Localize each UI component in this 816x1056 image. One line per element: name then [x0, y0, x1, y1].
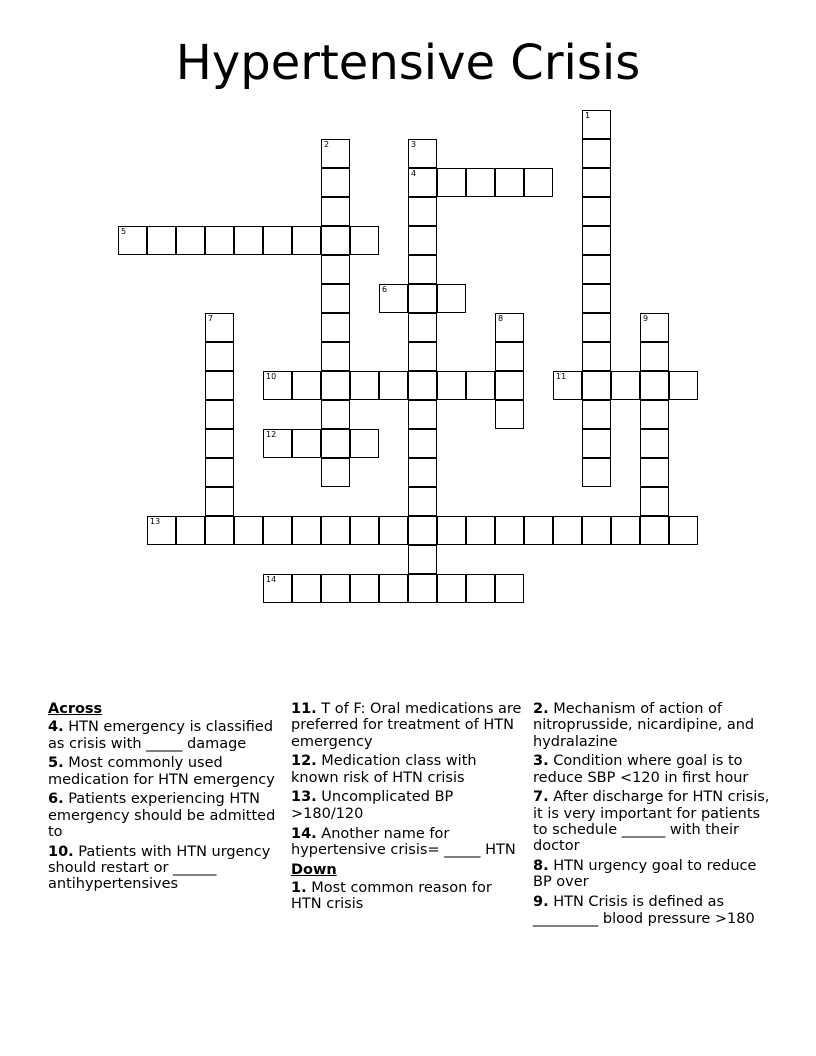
crossword-cell[interactable]: [408, 574, 437, 603]
crossword-cell[interactable]: [640, 458, 669, 487]
crossword-cell[interactable]: [263, 516, 292, 545]
crossword-cell[interactable]: [321, 226, 350, 255]
clue-number-label: 1.: [291, 879, 307, 896]
crossword-cell[interactable]: [379, 371, 408, 400]
crossword-cell[interactable]: [205, 400, 234, 429]
crossword-cell[interactable]: [408, 226, 437, 255]
crossword-cell[interactable]: [582, 429, 611, 458]
crossword-cell[interactable]: [466, 371, 495, 400]
clue-number-label: 7.: [533, 789, 549, 806]
crossword-cell[interactable]: [408, 487, 437, 516]
crossword-cell[interactable]: [408, 545, 437, 574]
crossword-cell[interactable]: [263, 574, 292, 603]
clue-text: T of F: Oral medications are preferred for treatment of HTN emergency: [291, 701, 522, 750]
across-clue-list-continued: [291, 701, 527, 858]
crossword-cell[interactable]: [350, 429, 379, 458]
crossword-cell[interactable]: [234, 516, 263, 545]
clue-text: Most common reason for HTN crisis: [291, 879, 492, 913]
crossword-cell[interactable]: [553, 516, 582, 545]
clue-number-label: 14.: [291, 825, 317, 842]
crossword-cell[interactable]: [176, 226, 205, 255]
clue-number: 9: [643, 314, 649, 323]
crossword-cell[interactable]: [408, 284, 437, 313]
crossword-cell[interactable]: [437, 371, 466, 400]
crossword-cell[interactable]: [292, 574, 321, 603]
crossword-cell[interactable]: [321, 168, 350, 197]
crossword-cell[interactable]: [669, 371, 698, 400]
crossword-cell[interactable]: [408, 139, 437, 168]
crossword-cell[interactable]: [495, 168, 524, 197]
crossword-cell[interactable]: [408, 400, 437, 429]
crossword-cell[interactable]: [640, 313, 669, 342]
crossword-cell[interactable]: [321, 574, 350, 603]
crossword-cell[interactable]: [582, 168, 611, 197]
crossword-cell[interactable]: [321, 313, 350, 342]
crossword-cell[interactable]: [582, 342, 611, 371]
down-clue: [291, 880, 527, 913]
crossword-cell[interactable]: [524, 168, 553, 197]
crossword-cell[interactable]: [553, 371, 582, 400]
down-clue: [533, 701, 773, 750]
crossword-cell[interactable]: [582, 139, 611, 168]
crossword-cell[interactable]: [379, 284, 408, 313]
crossword-cell[interactable]: [466, 574, 495, 603]
clue-text: Medication class with known risk of HTN crisis: [291, 753, 477, 786]
crossword-cell[interactable]: [408, 168, 437, 197]
across-clue-list: [48, 719, 283, 892]
crossword-cell[interactable]: [205, 429, 234, 458]
crossword-cell[interactable]: [582, 284, 611, 313]
crossword-cell[interactable]: [147, 516, 176, 545]
clue-number: 12: [266, 430, 277, 439]
clue-number-label: 9.: [533, 894, 549, 911]
crossword-cell[interactable]: [437, 574, 466, 603]
crossword-cell[interactable]: [669, 516, 698, 545]
crossword-cell[interactable]: [495, 313, 524, 342]
crossword-cell[interactable]: [408, 342, 437, 371]
crossword-cell[interactable]: [582, 516, 611, 545]
across-clue: [291, 701, 527, 750]
clue-number: 13: [150, 517, 161, 526]
crossword-cell[interactable]: [611, 371, 640, 400]
clue-number: 14: [266, 575, 277, 584]
clue-number-label: 13.: [291, 789, 317, 806]
clue-text: Mechanism of action of nitroprusside, nicardipine, and hydralazine: [533, 701, 755, 750]
down-clue-list-continued: [533, 701, 773, 927]
clue-number: 11: [556, 372, 567, 381]
across-clue: [291, 826, 527, 859]
crossword-cell[interactable]: [205, 342, 234, 371]
crossword-cell[interactable]: [408, 255, 437, 284]
across-heading: Across: [48, 701, 103, 717]
crossword-cell[interactable]: [292, 516, 321, 545]
clue-text: Another name for hypertensive crisis= _____ HTN: [291, 825, 516, 858]
crossword-cell[interactable]: [640, 516, 669, 545]
clue-number-label: 6.: [48, 791, 64, 808]
clue-text: Most commonly used medication for HTN emergency: [48, 755, 275, 788]
crossword-cell[interactable]: [408, 371, 437, 400]
crossword-cell[interactable]: [640, 429, 669, 458]
clue-number-label: 10.: [48, 843, 74, 860]
clue-text: HTN Crisis is defined as _________ blood pressure >180: [533, 894, 755, 927]
crossword-cell[interactable]: [466, 516, 495, 545]
crossword-cell[interactable]: [582, 255, 611, 284]
crossword-cell[interactable]: [205, 487, 234, 516]
crossword-cell[interactable]: [205, 458, 234, 487]
crossword-cell[interactable]: [582, 313, 611, 342]
crossword-cell[interactable]: [292, 371, 321, 400]
crossword-cell[interactable]: [582, 458, 611, 487]
crossword-cell[interactable]: [640, 342, 669, 371]
clue-number: 3: [411, 140, 417, 149]
across-clue: [291, 753, 527, 786]
crossword-cell[interactable]: [582, 226, 611, 255]
crossword-cell[interactable]: [466, 168, 495, 197]
down-clue: [533, 858, 773, 891]
clues-column-1: [48, 701, 283, 896]
crossword-cell[interactable]: [234, 226, 263, 255]
crossword-cell[interactable]: [321, 342, 350, 371]
crossword-cell[interactable]: [350, 226, 379, 255]
clue-text: Patients experiencing HTN emergency should be admitted to: [48, 791, 276, 841]
clue-number-label: 8.: [533, 858, 549, 875]
down-heading: Down: [291, 861, 337, 878]
down-clue-list: [291, 880, 527, 913]
clue-text: Uncomplicated BP >180/120: [291, 789, 454, 822]
crossword-cell[interactable]: [437, 516, 466, 545]
crossword-cell[interactable]: [321, 458, 350, 487]
clue-text: Condition where goal is to reduce SBP <120 in first hour: [533, 753, 749, 786]
down-clue: [533, 753, 773, 786]
crossword-cell[interactable]: [495, 400, 524, 429]
crossword-cell[interactable]: [495, 342, 524, 371]
crossword-cell[interactable]: [582, 110, 611, 139]
clue-number: 7: [208, 314, 214, 323]
across-clue: [48, 791, 283, 840]
crossword-cell[interactable]: [350, 371, 379, 400]
crossword-cell[interactable]: [524, 516, 553, 545]
crossword-cell[interactable]: [263, 429, 292, 458]
crossword-cell[interactable]: [437, 284, 466, 313]
crossword-cell[interactable]: [408, 458, 437, 487]
crossword-cell[interactable]: [408, 516, 437, 545]
crossword-cell[interactable]: [582, 400, 611, 429]
crossword-cell[interactable]: [350, 516, 379, 545]
crossword-cell[interactable]: [205, 371, 234, 400]
crossword-cell[interactable]: [582, 197, 611, 226]
crossword-cell[interactable]: [321, 139, 350, 168]
crossword-cell[interactable]: [379, 516, 408, 545]
across-clue: [291, 789, 527, 822]
crossword-cell[interactable]: [321, 197, 350, 226]
crossword-cell[interactable]: [408, 313, 437, 342]
crossword-cell[interactable]: [321, 429, 350, 458]
crossword-cell[interactable]: [640, 371, 669, 400]
crossword-cell[interactable]: [176, 516, 205, 545]
crossword-cell[interactable]: [495, 371, 524, 400]
clue-number: 10: [266, 372, 277, 381]
crossword-cell[interactable]: [205, 313, 234, 342]
crossword-cell[interactable]: [321, 400, 350, 429]
crossword-cell[interactable]: [147, 226, 176, 255]
crossword-cell[interactable]: [495, 516, 524, 545]
crossword-cell[interactable]: [205, 226, 234, 255]
down-clue: [533, 894, 773, 927]
crossword-cell[interactable]: [321, 516, 350, 545]
clue-number-label: 12.: [291, 753, 317, 770]
clue-text: HTN emergency is classified as crisis with _____ damage: [48, 719, 274, 752]
clue-number: 1: [585, 111, 591, 120]
crossword-cell[interactable]: [582, 371, 611, 400]
clue-number-label: 2.: [533, 701, 549, 717]
crossword-cell[interactable]: [640, 400, 669, 429]
clue-number-label: 3.: [533, 753, 549, 770]
crossword-cell[interactable]: [379, 574, 408, 603]
crossword-cell[interactable]: [495, 574, 524, 603]
crossword-cell[interactable]: [205, 516, 234, 545]
page-title: Hypertensive Crisis: [175, 35, 641, 91]
crossword-cell[interactable]: [611, 516, 640, 545]
across-clue: [48, 844, 283, 893]
clue-number-label: 4.: [48, 719, 64, 736]
across-clue: [48, 755, 283, 788]
crossword-cell[interactable]: [350, 574, 379, 603]
crossword-cell[interactable]: [437, 168, 466, 197]
clue-text: After discharge for HTN crisis, it is very important for patients to schedule ______ with their doctor: [533, 789, 770, 855]
crossword-cell[interactable]: [640, 487, 669, 516]
crossword-cell[interactable]: [118, 226, 147, 255]
crossword-cell[interactable]: [321, 255, 350, 284]
clue-number: 4: [411, 169, 417, 178]
clue-text: Patients with HTN urgency should restart or ______ antihypertensives: [48, 843, 271, 893]
crossword-cell[interactable]: [263, 371, 292, 400]
clue-number: 8: [498, 314, 504, 323]
down-clue: [533, 789, 773, 854]
crossword-cell[interactable]: [292, 429, 321, 458]
crossword-cell[interactable]: [321, 284, 350, 313]
clue-number-label: 5.: [48, 755, 64, 772]
clue-number: 2: [324, 140, 330, 149]
clues-column-3: [533, 701, 773, 930]
crossword-cell[interactable]: [321, 371, 350, 400]
crossword-cell[interactable]: [408, 429, 437, 458]
clues-column-2: [291, 701, 527, 916]
crossword-cell[interactable]: [263, 226, 292, 255]
clue-number: 5: [121, 227, 127, 236]
across-clue: [48, 719, 283, 752]
clue-number-label: 11.: [291, 701, 317, 717]
crossword-cell[interactable]: [292, 226, 321, 255]
clue-number: 6: [382, 285, 388, 294]
clue-text: HTN urgency goal to reduce BP over: [533, 858, 757, 891]
crossword-cell[interactable]: [408, 197, 437, 226]
